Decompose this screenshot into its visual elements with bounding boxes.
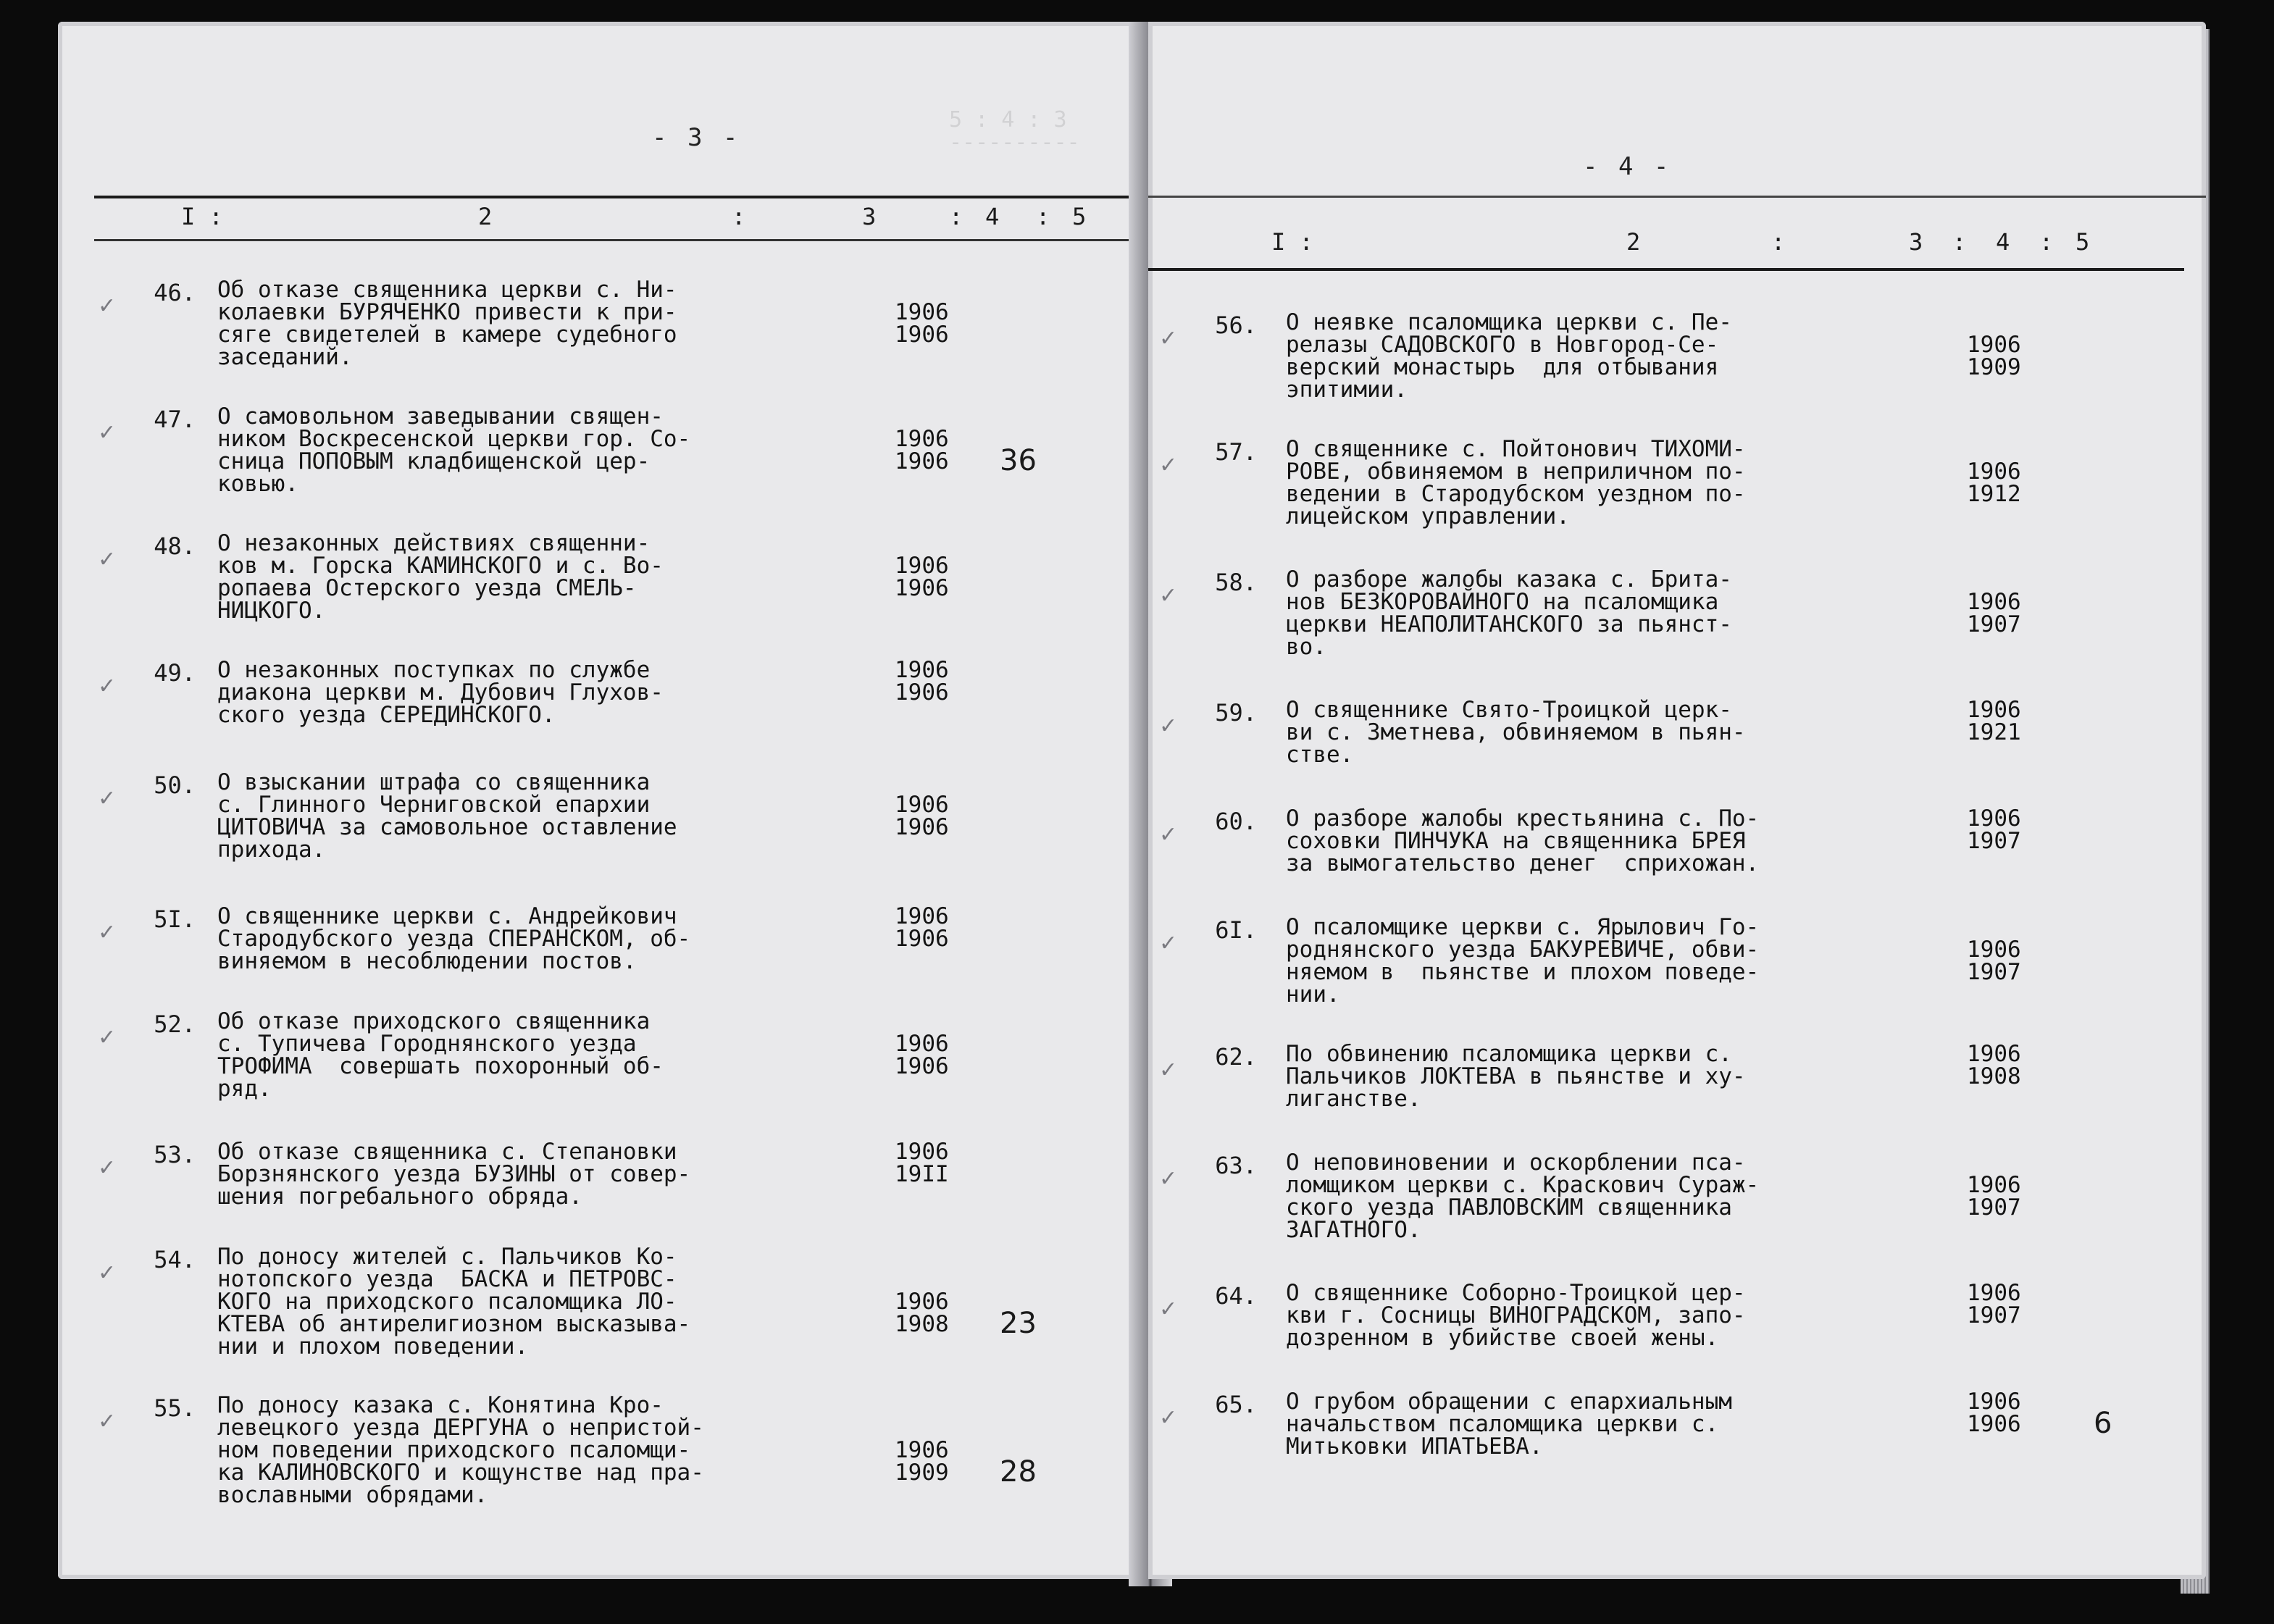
- entry-date-range: 1906 1906: [1967, 1389, 2021, 1437]
- register-entry: [98, 1392, 1072, 1514]
- register-entry: [1159, 697, 2177, 774]
- entry-number: 65.: [1215, 1391, 1257, 1418]
- entry-description: Об отказе приходского священника с. Тупичева Городнянского уезда ТРОФИМА совершать похоронный об- ряд.: [217, 1008, 664, 1102]
- check-mark-icon: ✓: [1159, 453, 1178, 478]
- column-header-7: :: [1036, 203, 1050, 230]
- check-mark-icon: ✓: [98, 420, 117, 445]
- entry-number: 55.: [154, 1394, 196, 1422]
- column-header-1: I :: [1271, 228, 1313, 256]
- right-page: [1148, 22, 2206, 1579]
- column-header-3: :: [732, 203, 746, 230]
- check-mark-icon: ✓: [98, 1260, 117, 1286]
- entry-description: О грубом обращении с епархиальным начальством псаломщика церкви с. Митьковки ИПАТЬЕВА.: [1286, 1389, 1732, 1460]
- entry-number: 56.: [1215, 311, 1257, 339]
- entry-date-range: 1906 1906: [895, 792, 949, 840]
- check-mark-icon: ✓: [98, 547, 117, 572]
- entry-number: 50.: [154, 771, 196, 799]
- entry-description: По доносу жителей с. Пальчиков Ко- нотопского уезда БАСКА и ПЕТРОВС- КОГО на приходского псаломщика ЛО- КТЕВА об антирелигиозном высказыва- нии и плохом поведении.: [217, 1244, 691, 1360]
- entry-date-range: 1906 1906: [895, 657, 949, 706]
- register-entry: [1159, 566, 2177, 666]
- check-mark-icon: ✓: [98, 674, 117, 699]
- entry-description: О священнике церкви с. Андрейкович Стародубского уезда СПЕРАНСКОМ, об- виняемом в несоблюдении постов.: [217, 903, 691, 974]
- entry-description: О неявке псаломщика церкви с. Пе- релазы САДОВСКОГО в Новгород-Се- верский монастырь для отбывания эпитимии.: [1286, 309, 1732, 403]
- entry-date-range: 1906 1909: [1967, 332, 2021, 380]
- column-header-1: I :: [181, 203, 223, 230]
- entry-date-range: 1906 1907: [1967, 805, 2021, 854]
- register-entry: [98, 769, 1072, 868]
- entry-number: 5I.: [154, 905, 196, 933]
- check-mark-icon: ✓: [1159, 583, 1178, 608]
- column-header-6: 4: [985, 203, 1000, 230]
- entry-date-range: 1906 1908: [895, 1289, 949, 1337]
- entry-number: 46.: [154, 279, 196, 306]
- left-page: [58, 22, 1145, 1579]
- entry-description: О взыскании штрафа со священника с. Глинного Черниговской епархии ЦИТОВИЧА за самовольное оставление прихода.: [217, 769, 677, 863]
- entry-description: О самовольном заведывании священ- ником Воскресенской церкви гор. Со- сница ПОПОВЫМ кладбищенской цер- ковью.: [217, 403, 691, 497]
- entry-description: О священнике Соборно-Троицкой цер- кви г. Сосницы ВИНОГРАДСКОМ, запо- дозренном в убийстве своей жены.: [1286, 1280, 1746, 1351]
- check-mark-icon: ✓: [98, 1025, 117, 1050]
- entry-date-range: 1906 1906: [895, 903, 949, 952]
- header-rule-bottom: [1148, 268, 2184, 271]
- entry-number: 54.: [154, 1246, 196, 1273]
- entry-description: О разборе жалобы казака с. Брита- нов БЕЗКОРОВАЙНОГО на псаломщика церкви НЕАПОЛИТАНСКОГО за пьянст- во.: [1286, 566, 1732, 660]
- column-header-5: :: [1952, 228, 1967, 256]
- column-header-6: 4: [1996, 228, 2010, 256]
- entry-date-range: 1906 1906: [895, 299, 949, 348]
- entry-description: О псаломщике церкви с. Ярылович Го- роднянского уезда БАКУРЕВИЧЕ, обви- няемом в пьянстве и плохом поведе- нии.: [1286, 914, 1760, 1008]
- entry-sheet-count: 28: [1000, 1455, 1037, 1489]
- entry-date-range: 1906 1908: [1967, 1041, 2021, 1089]
- entry-number: 52.: [154, 1010, 196, 1038]
- check-mark-icon: ✓: [98, 786, 117, 811]
- entry-number: 47.: [154, 406, 196, 433]
- check-mark-icon: ✓: [98, 920, 117, 945]
- register-entry: [98, 903, 1072, 980]
- entry-description: Об отказе священника церкви с. Ни- колаевки БУРЯЧЕНКО привести к при- сяге свидетелей в камере судебного заседаний.: [217, 277, 677, 370]
- column-header-8: 5: [1072, 203, 1087, 230]
- bleed-through-text: 5 : 4 : 3 ----------: [949, 107, 1080, 155]
- column-header-3: :: [1771, 228, 1786, 256]
- entry-date-range: 1906 1909: [895, 1437, 949, 1486]
- entry-number: 58.: [1215, 569, 1257, 596]
- entry-number: 63.: [1215, 1152, 1257, 1179]
- entry-sheet-count: 6: [2094, 1407, 2112, 1440]
- entry-description: О незаконных действиях священни- ков м. Горска КАМИНСКОГО и с. Во- ропаева Остерского уезда СМЕЛЬ- НИЦКОГО.: [217, 530, 664, 624]
- entry-number: 64.: [1215, 1282, 1257, 1310]
- column-header-5: :: [949, 203, 963, 230]
- entry-description: О священнике Свято-Троицкой церк- ви с. Зметнева, обвиняемом в пьян- стве.: [1286, 697, 1746, 768]
- entry-number: 57.: [1215, 438, 1257, 466]
- entry-number: 62.: [1215, 1043, 1257, 1071]
- entry-date-range: 1906 1906: [895, 553, 949, 601]
- entry-description: О незаконных поступках по службе диакона церкви м. Дубович Глухов- ского уезда СЕРЕДИНСКОГО.: [217, 657, 664, 728]
- header-rule-bottom: [94, 239, 1145, 241]
- column-header-7: :: [2039, 228, 2054, 256]
- register-entry: [98, 403, 1072, 503]
- check-mark-icon: ✓: [1159, 1405, 1178, 1431]
- page-number: - 3 -: [652, 123, 741, 152]
- entry-date-range: 1906 1912: [1967, 459, 2021, 507]
- check-mark-icon: ✓: [1159, 931, 1178, 956]
- entry-number: 48.: [154, 532, 196, 560]
- header-rule-top: [1148, 196, 2206, 198]
- entry-description: Об отказе священника с. Степановки Борзнянского уезда БУЗИНЫ от совер- шения погребального обряда.: [217, 1139, 691, 1210]
- register-entry: [98, 1244, 1072, 1365]
- check-mark-icon: ✓: [1159, 1058, 1178, 1083]
- entry-date-range: 1906 1906: [895, 426, 949, 474]
- entry-sheet-count: 36: [1000, 444, 1037, 477]
- register-entry: [98, 657, 1072, 734]
- entry-number: 60.: [1215, 808, 1257, 835]
- entry-date-range: 1906 19II: [895, 1139, 949, 1187]
- check-mark-icon: ✓: [98, 1409, 117, 1434]
- register-entry: [98, 530, 1072, 629]
- entry-date-range: 1906 1921: [1967, 697, 2021, 745]
- register-entry: [1159, 914, 2177, 1013]
- entry-number: 49.: [154, 659, 196, 687]
- column-header-4: 3: [862, 203, 877, 230]
- entry-description: О разборе жалобы крестьянина с. По- соховки ПИНЧУКА на священника БРЕЯ за вымогательство денег сприхожан.: [1286, 805, 1760, 876]
- register-entry: [98, 1008, 1072, 1108]
- entry-description: По доносу казака с. Конятина Кро- левецкого уезда ДЕРГУНА о непристой- ном поведении приходского псаломщи- ка КАЛИНОВСКОГО и кощунстве над пра- вославными обрядами.: [217, 1392, 704, 1508]
- entry-date-range: 1906 1907: [1967, 589, 2021, 637]
- register-entry: [1159, 309, 2177, 409]
- entry-description: О неповиновении и оскорблении пса- ломщиком церкви с. Краскович Сураж- ского уезда ПАВЛОВСКИМ священника ЗАГАТНОГО.: [1286, 1150, 1760, 1243]
- page-number: - 4 -: [1583, 152, 1672, 181]
- register-entry: [1159, 1041, 2177, 1118]
- entry-description: По обвинению псаломщика церкви с. Пальчиков ЛОКТЕВА в пьянстве и ху- лиганстве.: [1286, 1041, 1746, 1112]
- entry-number: 53.: [154, 1141, 196, 1168]
- register-entry: [1159, 1150, 2177, 1249]
- entry-date-range: 1906 1906: [895, 1031, 949, 1079]
- check-mark-icon: ✓: [1159, 713, 1178, 739]
- register-entry: [98, 277, 1072, 376]
- column-header-2: 2: [478, 203, 493, 230]
- column-header-2: 2: [1626, 228, 1641, 256]
- register-entry: [1159, 1389, 2177, 1465]
- register-entry: [98, 1139, 1072, 1215]
- entry-date-range: 1906 1907: [1967, 1280, 2021, 1328]
- entry-date-range: 1906 1907: [1967, 1172, 2021, 1221]
- check-mark-icon: ✓: [98, 293, 117, 319]
- check-mark-icon: ✓: [1159, 326, 1178, 351]
- entry-number: 59.: [1215, 699, 1257, 727]
- check-mark-icon: ✓: [1159, 1166, 1178, 1192]
- archive-book-spread: [22, 22, 2210, 1601]
- check-mark-icon: ✓: [98, 1155, 117, 1181]
- entry-number: 6I.: [1215, 916, 1257, 944]
- column-header-8: 5: [2076, 228, 2090, 256]
- column-header-4: 3: [1909, 228, 1923, 256]
- entry-sheet-count: 23: [1000, 1307, 1037, 1340]
- check-mark-icon: ✓: [1159, 822, 1178, 847]
- entry-date-range: 1906 1907: [1967, 937, 2021, 985]
- header-rule-top: [94, 196, 1145, 198]
- register-entry: [1159, 436, 2177, 535]
- register-entry: [1159, 805, 2177, 882]
- register-entry: [1159, 1280, 2177, 1357]
- check-mark-icon: ✓: [1159, 1297, 1178, 1322]
- entry-description: О священнике с. Пойтонович ТИХОМИ- РОВЕ, обвиняемом в неприличном по- ведении в Стародубском уездном по- лицейском управлении.: [1286, 436, 1746, 530]
